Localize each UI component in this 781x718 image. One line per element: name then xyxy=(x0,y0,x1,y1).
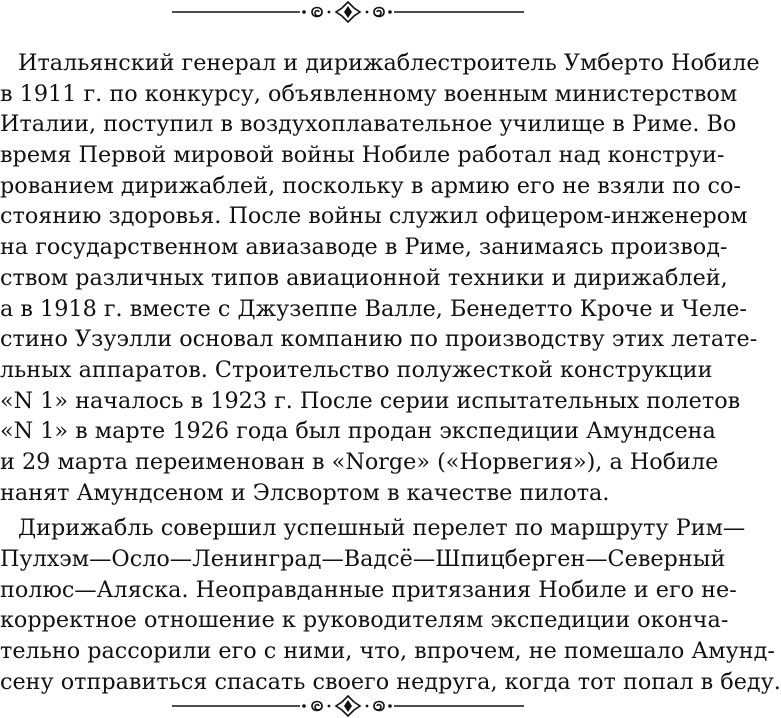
text-line: рованием дирижаблей, поскольку в армию его не взяли по со- xyxy=(0,172,741,199)
text-line: тельно рассорили его с ними, что, впрочем, не помешало Амунд- xyxy=(0,638,775,665)
text-line: льных аппаратов. Строительство полужесткой конструкции xyxy=(0,356,713,383)
text-line: сену отправиться спасать своего недруга, когда тот попал в беду. xyxy=(0,668,781,695)
text-line: ством различных типов авиационной техники и дирижаблей, xyxy=(0,264,728,291)
text-line: Пулхэм—Осло—Ленинград—Вадсё—Шпицберген—Северный xyxy=(0,546,726,572)
text-line: стоянию здоровья. После войны служил офицером-инженером xyxy=(0,203,748,230)
text-line: Италии, поступил в воздухоплавательное училище в Риме. Во xyxy=(0,111,737,138)
article-body xyxy=(0,48,781,697)
paragraph-2 xyxy=(0,513,781,697)
text-line: нанят Амундсеном и Элсвортом в качестве пилота. xyxy=(0,479,610,506)
text-line: Дирижабль совершил успешный перелет по маршруту Рим— xyxy=(18,515,746,542)
paragraph-1 xyxy=(0,48,760,508)
text-line: Итальянский генерал и дирижаблестроитель Умберто Нобиле xyxy=(18,50,760,76)
top-ornament-divider xyxy=(0,0,696,24)
fleuron-divider-icon xyxy=(0,0,696,24)
text-line: «N 1» началось в 1923 г. После серии испытательных полетов xyxy=(0,387,741,414)
text-line: в 1911 г. по конкурсу, объявленному военным министерством xyxy=(0,80,738,107)
text-line: на государственном авиазаводе в Риме, занимаясь производ- xyxy=(0,234,728,261)
text-line: а в 1918 г. вместе с Джузеппе Валле, Бенедетто Кроче и Челе- xyxy=(0,295,747,322)
text-line: корректное отношение к руководителям экспедиции оконча- xyxy=(0,607,729,634)
text-line: стино Узуэлли основал компанию по производству этих летате- xyxy=(0,326,758,353)
text-line: и 29 марта переименован в «Norge» («Норвегия»), а Нобиле xyxy=(0,448,719,475)
text-line: время Первой мировой войны Нобиле работал над конструи- xyxy=(0,142,725,169)
fleuron-divider-icon xyxy=(0,694,696,718)
text-line: «N 1» в марте 1926 года был продан экспедиции Амундсена xyxy=(0,418,716,445)
text-line: полюс—Аляска. Неоправданные притязания Нобиле и его не- xyxy=(0,576,737,603)
bottom-ornament-divider xyxy=(0,694,696,718)
